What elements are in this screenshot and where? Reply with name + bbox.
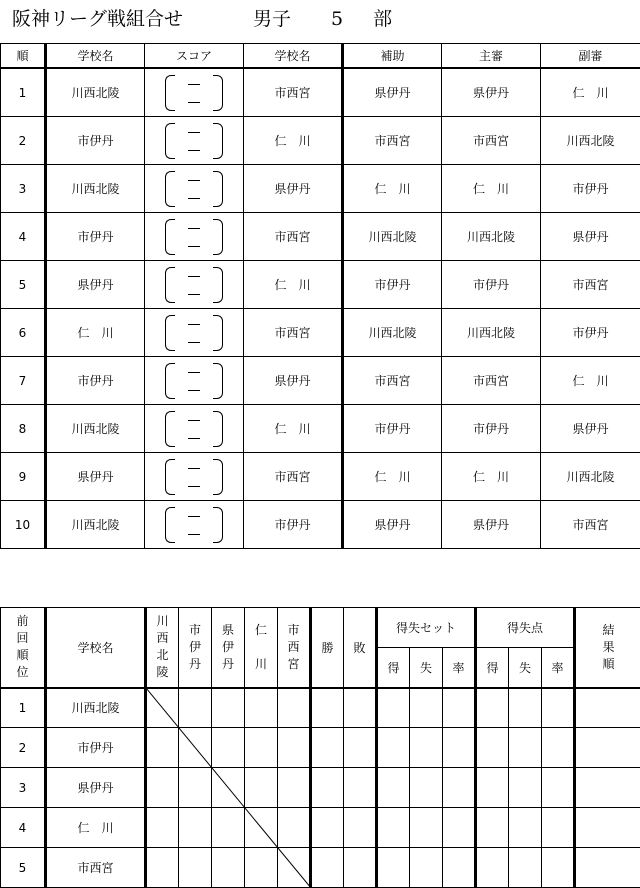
chief-referee-cell: 県伊丹 — [442, 501, 541, 549]
chief-referee-cell: 市西宮 — [442, 357, 541, 405]
result-rank-cell[interactable] — [575, 728, 640, 768]
title-gender: 男子 — [253, 8, 292, 30]
vs-cell[interactable] — [245, 768, 278, 808]
header-char: 前 — [16, 614, 29, 629]
schedule-row — [1, 357, 640, 405]
vs-cell[interactable] — [146, 728, 179, 768]
score-cell[interactable] — [145, 309, 244, 357]
header-assist: 補助 — [343, 44, 442, 69]
header-score: スコア — [145, 44, 244, 69]
order-cell: 1 — [1, 68, 46, 117]
result-rank-cell[interactable] — [575, 848, 640, 888]
vs-cell[interactable] — [212, 808, 245, 848]
vs-cell[interactable] — [146, 808, 179, 848]
order-cell: 8 — [1, 405, 46, 453]
sub-referee-cell: 県伊丹 — [541, 405, 640, 453]
header-sets-rate: 率 — [443, 648, 476, 688]
standings-row — [1, 848, 640, 888]
schedule-row — [1, 68, 640, 117]
score-cell[interactable] — [145, 213, 244, 261]
schedule-row — [1, 117, 640, 165]
schedule-row — [1, 165, 640, 213]
header-win: 勝 — [311, 608, 344, 688]
header-loss: 敗 — [344, 608, 377, 688]
prev-rank-cell: 4 — [1, 808, 46, 848]
vs-cell[interactable] — [179, 728, 212, 768]
header-points-rate: 率 — [542, 648, 575, 688]
result-rank-cell[interactable] — [575, 808, 640, 848]
header-char: 丹 — [188, 656, 201, 671]
standings-table — [0, 607, 640, 888]
chief-referee-cell: 仁 川 — [442, 453, 541, 501]
score-cell[interactable] — [145, 165, 244, 213]
school-cell: 市伊丹 — [46, 728, 146, 768]
header-char — [245, 639, 277, 656]
school-a-cell: 県伊丹 — [46, 261, 145, 309]
standings-row — [1, 808, 640, 848]
assist-cell: 市西宮 — [343, 117, 442, 165]
vs-cell[interactable] — [245, 688, 278, 728]
sets-rate-cell[interactable] — [443, 848, 476, 888]
sets-rate-cell[interactable] — [443, 768, 476, 808]
school-cell: 県伊丹 — [46, 768, 146, 808]
chief-referee-cell: 市西宮 — [442, 117, 541, 165]
header-prev-rank — [1, 608, 46, 688]
school-a-cell: 川西北陵 — [46, 165, 145, 213]
vs-cell[interactable] — [245, 808, 278, 848]
header-char: 伊 — [221, 639, 234, 654]
points-lost-cell[interactable] — [509, 768, 542, 808]
loss-cell[interactable] — [344, 768, 377, 808]
assist-cell: 市伊丹 — [343, 261, 442, 309]
win-cell[interactable] — [311, 768, 344, 808]
schedule-row — [1, 501, 640, 549]
header-sets-lost: 失 — [410, 648, 443, 688]
vs-cell[interactable] — [212, 728, 245, 768]
vs-cell[interactable] — [245, 848, 278, 888]
assist-cell: 県伊丹 — [343, 501, 442, 549]
standings-row — [1, 728, 640, 768]
sets-got-cell[interactable] — [377, 768, 410, 808]
header-char: 北 — [156, 648, 169, 663]
prev-rank-cell: 2 — [1, 728, 46, 768]
sets-rate-cell[interactable] — [443, 688, 476, 728]
title-main: 阪神リーグ戦組合せ — [12, 8, 184, 30]
points-lost-cell[interactable] — [509, 808, 542, 848]
chief-referee-cell: 市伊丹 — [442, 405, 541, 453]
sets-rate-cell[interactable] — [443, 728, 476, 768]
header-char: 仁 — [254, 622, 267, 637]
vs-cell[interactable] — [278, 808, 311, 848]
title-division-suffix: 部 — [373, 8, 393, 30]
header-char: 川 — [254, 656, 267, 671]
standings-row — [1, 688, 640, 728]
school-b-cell: 県伊丹 — [244, 165, 343, 213]
header-school: 学校名 — [46, 608, 146, 688]
school-b-cell: 市西宮 — [244, 309, 343, 357]
vs-cell[interactable] — [146, 768, 179, 808]
vs-cell[interactable] — [245, 728, 278, 768]
points-rate-cell[interactable] — [542, 848, 575, 888]
points-rate-cell[interactable] — [542, 688, 575, 728]
school-cell: 川西北陵 — [46, 688, 146, 728]
assist-cell: 市伊丹 — [343, 405, 442, 453]
assist-cell: 仁 川 — [343, 453, 442, 501]
sets-got-cell[interactable] — [377, 848, 410, 888]
vs-cell[interactable] — [146, 848, 179, 888]
order-cell: 4 — [1, 213, 46, 261]
vs-cell[interactable] — [179, 768, 212, 808]
win-cell[interactable] — [311, 728, 344, 768]
points-rate-cell[interactable] — [542, 768, 575, 808]
win-cell[interactable] — [311, 808, 344, 848]
vs-cell[interactable] — [179, 688, 212, 728]
sets-got-cell[interactable] — [377, 808, 410, 848]
header-char: 丹 — [221, 656, 234, 671]
score-cell[interactable] — [145, 117, 244, 165]
header-char: 陵 — [156, 665, 169, 680]
points-got-cell[interactable] — [476, 808, 509, 848]
schedule-row — [1, 453, 640, 501]
header-char: 位 — [16, 665, 29, 680]
school-b-cell: 仁 川 — [244, 405, 343, 453]
sets-lost-cell[interactable] — [410, 808, 443, 848]
header-char: 果 — [602, 639, 615, 654]
sub-referee-cell: 川西北陵 — [541, 117, 640, 165]
schedule-row — [1, 261, 640, 309]
header-result-rank — [575, 608, 640, 688]
school-b-cell: 仁 川 — [244, 261, 343, 309]
order-cell: 6 — [1, 309, 46, 357]
standings-header-row-1 — [1, 608, 640, 648]
assist-cell: 川西北陵 — [343, 213, 442, 261]
header-team-2 — [179, 608, 212, 688]
header-school-a: 学校名 — [46, 44, 145, 69]
header-chief-referee: 主審 — [442, 44, 541, 69]
header-char: 順 — [602, 656, 615, 671]
points-lost-cell[interactable] — [509, 728, 542, 768]
vs-cell[interactable] — [212, 688, 245, 728]
school-b-cell: 市西宮 — [244, 453, 343, 501]
sets-rate-cell[interactable] — [443, 808, 476, 848]
order-cell: 9 — [1, 453, 46, 501]
header-char: 市 — [287, 622, 300, 637]
header-sub-referee: 副審 — [541, 44, 640, 69]
header-points-lost: 失 — [509, 648, 542, 688]
loss-cell[interactable] — [344, 728, 377, 768]
header-char: 県 — [221, 622, 234, 637]
vs-cell[interactable] — [278, 848, 311, 888]
header-char: 宮 — [287, 656, 300, 671]
school-b-cell: 市西宮 — [244, 68, 343, 117]
header-char: 西 — [156, 631, 169, 646]
header-team-3 — [212, 608, 245, 688]
header-team-5 — [278, 608, 311, 688]
header-team-1 — [146, 608, 179, 688]
points-rate-cell[interactable] — [542, 808, 575, 848]
assist-cell: 川西北陵 — [343, 309, 442, 357]
school-b-cell: 市伊丹 — [244, 501, 343, 549]
assist-cell: 県伊丹 — [343, 68, 442, 117]
chief-referee-cell: 川西北陵 — [442, 309, 541, 357]
prev-rank-cell: 5 — [1, 848, 46, 888]
sets-lost-cell[interactable] — [410, 848, 443, 888]
result-rank-cell[interactable] — [575, 688, 640, 728]
sub-referee-cell: 県伊丹 — [541, 213, 640, 261]
points-got-cell[interactable] — [476, 728, 509, 768]
school-a-cell: 仁 川 — [46, 309, 145, 357]
assist-cell: 市西宮 — [343, 357, 442, 405]
schedule-header-row — [1, 44, 640, 69]
header-order: 順 — [1, 44, 46, 69]
sub-referee-cell: 市西宮 — [541, 501, 640, 549]
vs-cell[interactable] — [278, 768, 311, 808]
sets-lost-cell[interactable] — [410, 768, 443, 808]
sub-referee-cell: 市伊丹 — [541, 165, 640, 213]
sub-referee-cell: 市伊丹 — [541, 309, 640, 357]
header-char: 川 — [156, 614, 169, 629]
points-got-cell[interactable] — [476, 848, 509, 888]
sets-got-cell[interactable] — [377, 728, 410, 768]
order-cell: 5 — [1, 261, 46, 309]
header-char: 西 — [287, 639, 300, 654]
order-cell: 10 — [1, 501, 46, 549]
points-rate-cell[interactable] — [542, 728, 575, 768]
vs-cell[interactable] — [278, 728, 311, 768]
school-a-cell: 市伊丹 — [46, 117, 145, 165]
header-char: 伊 — [188, 639, 201, 654]
sets-got-cell[interactable] — [377, 688, 410, 728]
sub-referee-cell: 川西北陵 — [541, 453, 640, 501]
header-char: 結 — [602, 622, 615, 637]
chief-referee-cell: 市伊丹 — [442, 261, 541, 309]
header-char: 回 — [16, 631, 29, 646]
sub-referee-cell: 仁 川 — [541, 68, 640, 117]
vs-cell[interactable] — [212, 848, 245, 888]
header-char: 順 — [16, 648, 29, 663]
score-cell[interactable] — [145, 501, 244, 549]
result-rank-cell[interactable] — [575, 768, 640, 808]
header-team-4 — [245, 608, 278, 688]
prev-rank-cell: 3 — [1, 768, 46, 808]
win-cell[interactable] — [311, 688, 344, 728]
chief-referee-cell: 県伊丹 — [442, 68, 541, 117]
vs-cell[interactable] — [179, 808, 212, 848]
school-a-cell: 県伊丹 — [46, 453, 145, 501]
score-cell[interactable] — [145, 68, 244, 117]
schedule-table — [0, 43, 640, 549]
school-cell: 仁 川 — [46, 808, 146, 848]
order-cell: 2 — [1, 117, 46, 165]
points-lost-cell[interactable] — [509, 848, 542, 888]
loss-cell[interactable] — [344, 848, 377, 888]
standings-row — [1, 768, 640, 808]
school-cell: 市西宮 — [46, 848, 146, 888]
school-b-cell: 県伊丹 — [244, 357, 343, 405]
vs-cell[interactable] — [212, 768, 245, 808]
header-points-group: 得失点 — [476, 608, 575, 648]
score-cell[interactable] — [145, 261, 244, 309]
school-a-cell: 川西北陵 — [46, 405, 145, 453]
assist-cell: 仁 川 — [343, 165, 442, 213]
header-points-got: 得 — [476, 648, 509, 688]
header-sets-got: 得 — [377, 648, 410, 688]
points-got-cell[interactable] — [476, 768, 509, 808]
order-cell: 3 — [1, 165, 46, 213]
chief-referee-cell: 仁 川 — [442, 165, 541, 213]
vs-cell[interactable] — [278, 688, 311, 728]
page-title — [12, 4, 392, 31]
score-cell[interactable] — [145, 357, 244, 405]
win-cell[interactable] — [311, 848, 344, 888]
sets-lost-cell[interactable] — [410, 728, 443, 768]
school-b-cell: 市西宮 — [244, 213, 343, 261]
header-school-b: 学校名 — [244, 44, 343, 69]
score-cell[interactable] — [145, 405, 244, 453]
school-a-cell: 川西北陵 — [46, 501, 145, 549]
school-a-cell: 川西北陵 — [46, 68, 145, 117]
schedule-row — [1, 309, 640, 357]
sets-lost-cell[interactable] — [410, 688, 443, 728]
vs-cell[interactable] — [179, 848, 212, 888]
sub-referee-cell: 仁 川 — [541, 357, 640, 405]
school-a-cell: 市伊丹 — [46, 357, 145, 405]
chief-referee-cell: 川西北陵 — [442, 213, 541, 261]
score-cell[interactable] — [145, 453, 244, 501]
points-got-cell[interactable] — [476, 688, 509, 728]
sub-referee-cell: 市西宮 — [541, 261, 640, 309]
schedule-row — [1, 213, 640, 261]
title-division-number: 5 — [331, 8, 344, 30]
school-a-cell: 市伊丹 — [46, 213, 145, 261]
schedule-row — [1, 405, 640, 453]
loss-cell[interactable] — [344, 808, 377, 848]
vs-cell[interactable] — [146, 688, 179, 728]
loss-cell[interactable] — [344, 688, 377, 728]
prev-rank-cell: 1 — [1, 688, 46, 728]
order-cell: 7 — [1, 357, 46, 405]
points-lost-cell[interactable] — [509, 688, 542, 728]
header-sets-group: 得失セット — [377, 608, 476, 648]
header-char: 市 — [188, 622, 201, 637]
school-b-cell: 仁 川 — [244, 117, 343, 165]
